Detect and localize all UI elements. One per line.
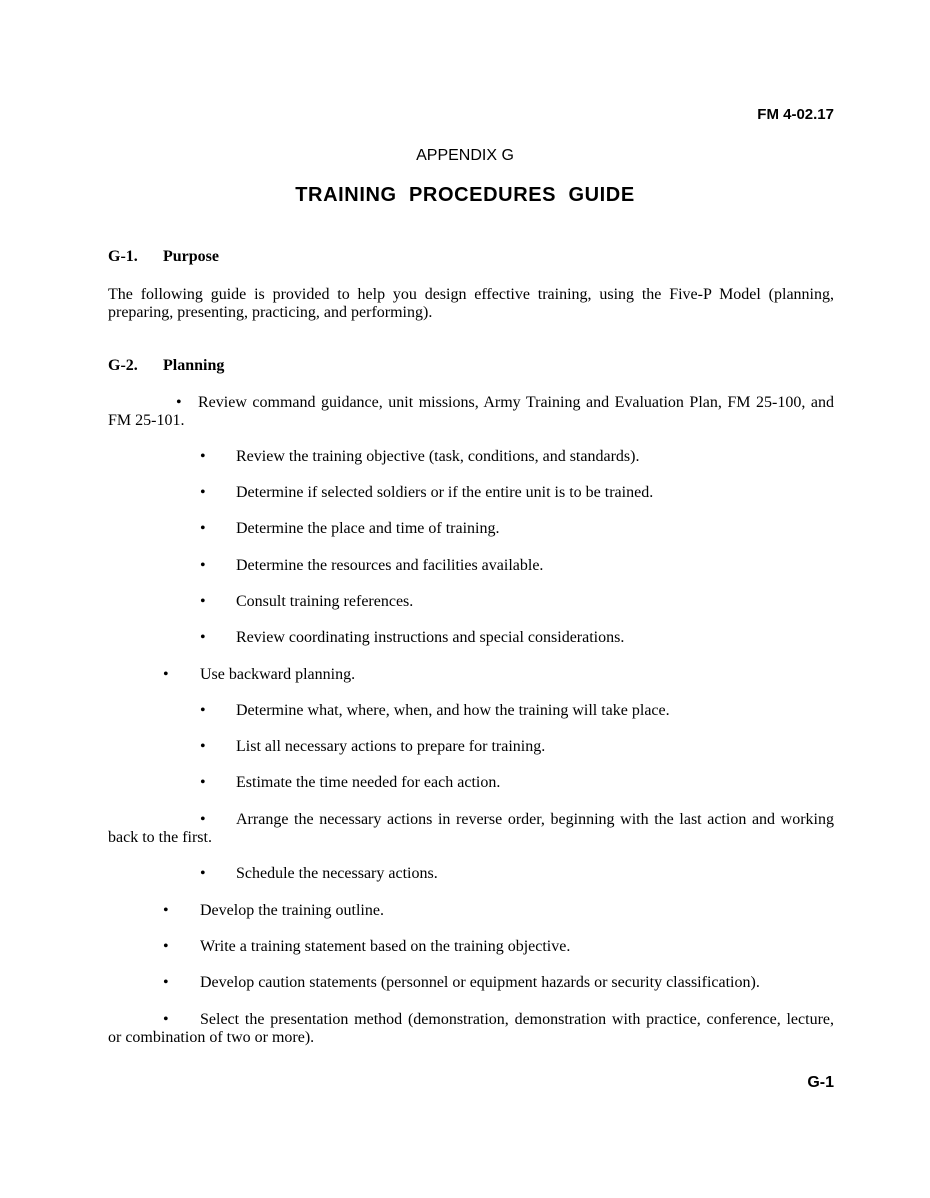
list-item-text: Schedule the necessary actions. bbox=[236, 865, 438, 882]
list-item-text: Develop caution statements (personnel or equipment hazards or security classification). bbox=[200, 974, 760, 991]
bullet-icon: • bbox=[176, 394, 182, 411]
list-item bbox=[200, 520, 500, 538]
list-item bbox=[163, 938, 571, 956]
list-item-text: Review command guidance, unit missions, Army Training and Evaluation Plan, FM 25-100, and FM 25-101. bbox=[108, 394, 834, 429]
list-item-review-command bbox=[108, 394, 834, 430]
bullet-icon: • bbox=[200, 774, 206, 791]
list-item bbox=[200, 774, 501, 792]
list-item-text: List all necessary actions to prepare for training. bbox=[236, 738, 546, 755]
page-title: TRAINING PROCEDURES GUIDE bbox=[295, 184, 635, 206]
list-item-presentation bbox=[108, 1011, 834, 1047]
list-item-text: Select the presentation method (demonstration, demonstration with practice, conference, lecture, or combination of two or more). bbox=[108, 1011, 834, 1046]
page-number: G-1 bbox=[807, 1074, 834, 1091]
list-item-text: Arrange the necessary actions in reverse order, beginning with the last action and working back to the first. bbox=[108, 811, 834, 846]
bullet-icon: • bbox=[163, 902, 169, 919]
list-item-text: Review coordinating instructions and special considerations. bbox=[236, 629, 625, 646]
list-item-text: Estimate the time needed for each action. bbox=[236, 774, 501, 791]
list-item-backward-planning bbox=[163, 666, 356, 684]
bullet-icon: • bbox=[163, 938, 169, 955]
purpose-paragraph: The following guide is provided to help you design effective training, using the Five-P Model (planning, preparing, presenting, practicing, and performing). bbox=[108, 286, 834, 321]
section-heading-purpose bbox=[108, 248, 219, 266]
list-item bbox=[163, 974, 760, 992]
list-item bbox=[200, 448, 640, 466]
bullet-icon: • bbox=[200, 484, 206, 501]
list-item-text: Determine if selected soldiers or if the entire unit is to be trained. bbox=[236, 484, 654, 501]
bullet-icon: • bbox=[163, 1011, 169, 1028]
section-number: G-1. bbox=[108, 248, 138, 265]
section-title: Planning bbox=[163, 357, 225, 374]
list-item bbox=[200, 865, 438, 883]
section-title: Purpose bbox=[163, 248, 219, 265]
bullet-icon: • bbox=[200, 629, 206, 646]
bullet-icon: • bbox=[200, 865, 206, 882]
list-item-text: Write a training statement based on the training objective. bbox=[200, 938, 571, 955]
list-item-text: Use backward planning. bbox=[200, 666, 356, 683]
list-item-text: Determine the place and time of training. bbox=[236, 520, 500, 537]
section-number: G-2. bbox=[108, 357, 138, 374]
list-item-text: Develop the training outline. bbox=[200, 902, 384, 919]
bullet-icon: • bbox=[200, 811, 206, 828]
manual-code: FM 4-02.17 bbox=[757, 106, 834, 123]
bullet-icon: • bbox=[200, 448, 206, 465]
section-heading-planning bbox=[108, 357, 224, 375]
list-item-text: Consult training references. bbox=[236, 593, 414, 610]
bullet-icon: • bbox=[200, 557, 206, 574]
bullet-icon: • bbox=[200, 593, 206, 610]
bullet-icon: • bbox=[200, 702, 206, 719]
appendix-label: APPENDIX G bbox=[416, 147, 514, 164]
list-item-text: Determine the resources and facilities available. bbox=[236, 557, 544, 574]
list-item-arrange bbox=[108, 811, 834, 847]
list-item bbox=[200, 738, 546, 756]
list-item bbox=[163, 902, 384, 920]
list-item bbox=[200, 593, 414, 611]
list-item bbox=[200, 484, 654, 502]
list-item-text: Determine what, where, when, and how the training will take place. bbox=[236, 702, 670, 719]
list-item bbox=[200, 557, 544, 575]
bullet-icon: • bbox=[163, 974, 169, 991]
bullet-icon: • bbox=[200, 520, 206, 537]
bullet-icon: • bbox=[163, 666, 169, 683]
list-item bbox=[200, 629, 625, 647]
bullet-icon: • bbox=[200, 738, 206, 755]
list-item bbox=[200, 702, 670, 720]
list-item-text: Review the training objective (task, conditions, and standards). bbox=[236, 448, 640, 465]
